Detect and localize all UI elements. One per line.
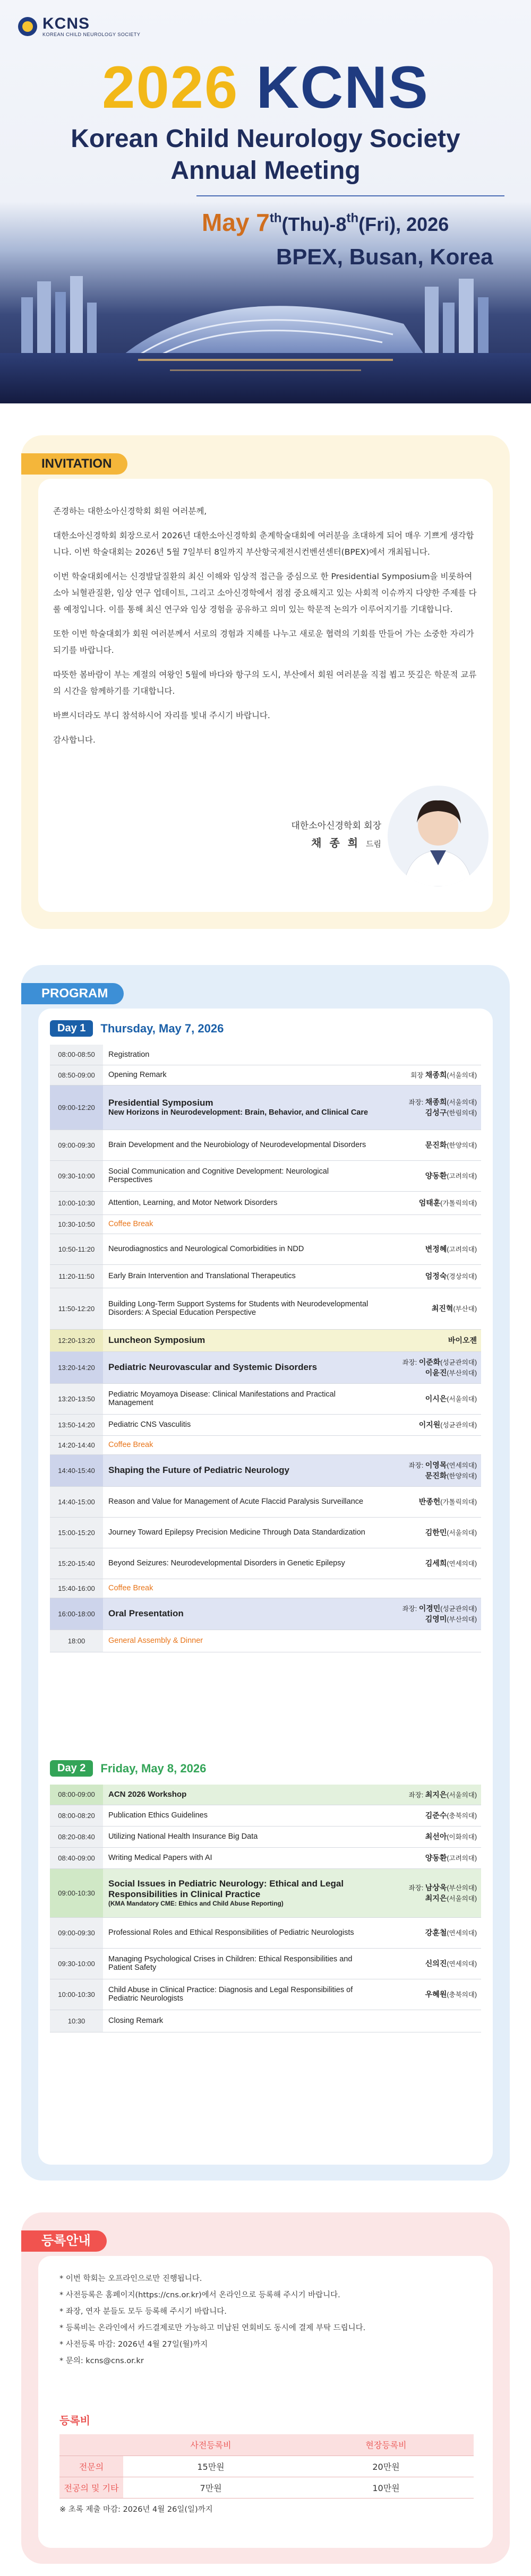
table-row: 10:30-10:50 Coffee Break	[50, 1214, 481, 1234]
hero-banner	[0, 0, 531, 403]
table-row: 09:30-10:00 Social Communication and Cognitive Development: Neurological Perspectives 양동환(고려의대)	[50, 1160, 481, 1191]
signature-name: 채 종 희	[311, 837, 361, 849]
table-row: 09:30-10:00 Managing Psychological Crises in Children: Ethical Responsibilities and Patient Safety 신의진(연세의대)	[50, 1948, 481, 1979]
registration-tag: 등록안내	[21, 2230, 107, 2252]
table-row: 14:40-15:00 Reason and Value for Management of Acute Flaccid Paralysis Surveillance 반종헌(가톨릭의대)	[50, 1486, 481, 1517]
registration-note: * 좌장, 연자 분들도 모두 등록해 주시기 바랍니다.	[59, 2307, 227, 2316]
table-row: 전공의 및 기타 7만원 10만원	[59, 2477, 474, 2498]
table-row: 13:20-13:50 Pediatric Moyamoya Disease: Clinical Manifestations and Practical Management 이시은(서울의대)	[50, 1383, 481, 1414]
table-row: 11:20-11:50 Early Brain Intervention and Translational Therapeutics 엄정숙(경상의대)	[50, 1264, 481, 1288]
invitation-paragraph: 이번 학술대회에서는 신경발달질환의 최신 이해와 임상적 접근을 중심으로 한 Presidential Symposium을 비롯하여 소아 뇌혈관질환, 임상 연구 업데이트, 그리고 소아신경학에서 점점 중요해지고 있는 사회적 이슈까지 다양한 주제를 다룰 예정입니다. 이를 통해 최신 연구와 임상 경험을 공유하고 의미 있는 학문적 논의가 이루어지기를 기대합니다.	[53, 572, 477, 614]
table-row: 08:50-09:00 Opening Remark 회장 채종희(서울의대)	[50, 1065, 481, 1085]
registration-notes	[59, 2271, 365, 2370]
table-row: 15:40-16:00 Coffee Break	[50, 1579, 481, 1598]
registration-note: * 문의: kcns@cns.or.kr	[59, 2357, 144, 2365]
table-row: 08:00-08:50 Registration	[50, 1045, 481, 1065]
table-row: 10:50-11:20 Neurodiagnostics and Neurological Comorbidities in NDD 변정혜(고려의대)	[50, 1234, 481, 1264]
logo-text: KCNS	[42, 15, 90, 32]
table-row: 09:00-09:30 Brain Development and the Neurobiology of Neurodevelopmental Disorders 문진화(한양의대)	[50, 1130, 481, 1160]
registration-note: * 이번 학회는 오프라인으로만 진행됩니다.	[59, 2275, 202, 2283]
invitation-paragraph: 감사합니다.	[53, 735, 96, 745]
table-row: 09:00-10:30 Social Issues in Pediatric Neurology: Ethical and Legal Responsibilities in Clinical Practice (KMA Mandatory CME: Ethics and Child Abuse Reporting) 좌장: 남상욱(부산의대) 최지은(서울의대)	[50, 1868, 481, 1917]
table-row: 09:00-09:30 Professional Roles and Ethical Responsibilities of Pediatric Neurologists 강훈철(연세의대)	[50, 1917, 481, 1948]
table-row: 14:20-14:40 Coffee Break	[50, 1435, 481, 1454]
table-row: 15:20-15:40 Beyond Seizures: Neurodevelopmental Disorders in Genetic Epilepsy 김세희(연세의대)	[50, 1548, 481, 1579]
table-row: 13:50-14:20 Pediatric CNS Vasculitis 이지원(성균관의대)	[50, 1414, 481, 1435]
hero-subtitle-line2: Annual Meeting	[170, 157, 361, 185]
invitation-section	[21, 435, 510, 929]
invitation-tag: INVITATION	[21, 453, 127, 475]
hero-subtitle	[0, 123, 531, 187]
invitation-body	[53, 503, 478, 756]
registration-section	[21, 2212, 510, 2564]
fee-header-pre: 사전등록비	[123, 2434, 298, 2456]
table-row: 16:00-18:00 Oral Presentation 좌장: 이경민(성균관의대) 김영미(부산의대)	[50, 1598, 481, 1630]
hero-year: 2026	[102, 54, 239, 120]
invitation-greeting: 존경하는 대한소아신경학회 회원 여러분께,	[53, 506, 207, 516]
day2-schedule-table	[50, 1785, 481, 2032]
table-row: 12:20-13:20 Luncheon Symposium 바이오젠	[50, 1329, 481, 1351]
invitation-paragraph: 바쁘시더라도 부디 참석하시어 자리를 빛내 주시기 바랍니다.	[53, 711, 270, 720]
fee-header-row	[59, 2434, 474, 2456]
signature-suffix: 드림	[366, 839, 381, 849]
table-row: 08:00-08:20 Publication Ethics Guidelines 김준수(충북의대)	[50, 1805, 481, 1826]
invitation-paragraph: 또한 이번 학술대회가 회원 여러분께서 서로의 경험과 지혜를 나누고 새로운 협력의 기회를 만들어 가는 소중한 자리가 되기를 바랍니다.	[53, 629, 474, 655]
table-row: 14:40-15:40 Shaping the Future of Pediatric Neurology 좌장: 이영목(연세의대) 문진화(한양의대)	[50, 1454, 481, 1486]
fee-title: 등록비	[59, 2414, 90, 2427]
hero-title	[0, 53, 531, 122]
table-row: 15:00-15:20 Journey Toward Epilepsy Precision Medicine Through Data Standardization 김한민(서울의대)	[50, 1517, 481, 1548]
table-row: 전문의 15만원 20만원	[59, 2456, 474, 2477]
table-row: 10:00-10:30 Attention, Learning, and Motor Network Disorders 엄태훈(가톨릭의대)	[50, 1191, 481, 1214]
hero-subtitle-line1: Korean Child Neurology Society	[71, 125, 460, 153]
day1-schedule-table	[50, 1045, 481, 1652]
hero-divider	[196, 195, 504, 196]
fee-header-onsite: 현장등록비	[298, 2434, 474, 2456]
day2-header	[50, 1760, 206, 1777]
logo-subtext: KOREAN CHILD NEUROLOGY SOCIETY	[42, 32, 141, 37]
day1-title: Thursday, May 7, 2026	[100, 1021, 224, 1035]
table-row: 08:20-08:40 Utilizing National Health Insurance Big Data 최선아(이화의대)	[50, 1826, 481, 1847]
fee-table	[59, 2434, 474, 2499]
registration-note: * 등록비는 온라인에서 카드결제로만 가능하고 미납된 연회비도 동시에 결제 부탁 드립니다.	[59, 2324, 366, 2332]
day1-badge: Day 1	[50, 1020, 93, 1037]
day1-header	[50, 1020, 224, 1037]
table-row: 10:00-10:30 Child Abuse in Clinical Practice: Diagnosis and Legal Responsibilities of Pediatric Neurologists 우혜원(충북의대)	[50, 1979, 481, 2010]
invitation-paragraph: 따뜻한 봄바람이 부는 계절의 여왕인 5월에 바다와 항구의 도시, 부산에서 회원 여러분을 직접 뵙고 뜻깊은 학문적 교류의 시간을 함께하기를 기대합니다.	[53, 670, 477, 696]
table-row: 10:30 Closing Remark	[50, 2010, 481, 2032]
hero-venue: BPEX, Busan, Korea	[276, 244, 493, 269]
president-portrait	[388, 786, 489, 886]
day2-badge: Day 2	[50, 1760, 93, 1777]
invitation-paragraph: 대한소아신경학회 회장으로서 2026년 대한소아신경학회 춘계학술대회에 여러분을 초대하게 되어 매우 기쁘게 생각합니다. 이번 학술대회는 2026년 5월 7일부터 8일까지 부산항국제전시컨벤션센터(BPEX)에서 개최됩니다.	[53, 531, 474, 557]
table-row: 11:50-12:20 Building Long-Term Support Systems for Students with Neurodevelopmental Disorders: A Special Education Perspective 최진혁(부산대)	[50, 1288, 481, 1329]
table-row: 18:00 General Assembly & Dinner	[50, 1630, 481, 1652]
signature-org: 대한소아신경학회 회장	[291, 821, 381, 831]
fee-note: ※ 초록 제출 마감: 2026년 4월 26일(일)까지	[59, 2505, 213, 2514]
kcns-logo	[18, 16, 140, 37]
kcns-logo-mark-icon	[18, 17, 37, 36]
program-tag: PROGRAM	[21, 983, 124, 1004]
hero-date: May 7th(Thu)-8th(Fri), 2026	[202, 209, 449, 236]
table-row: 09:00-12:20 Presidential Symposium New Horizons in Neurodevelopment: Brain, Behavior, and Clinical Care 좌장: 채종희(서울의대) 김성구(한림의대)	[50, 1085, 481, 1130]
day2-title: Friday, May 8, 2026	[100, 1761, 207, 1775]
busan-cityscape-illustration	[0, 265, 531, 403]
hero-org: KCNS	[256, 54, 429, 120]
invitation-signature	[243, 817, 381, 852]
program-section	[21, 965, 510, 2181]
table-row: 13:20-14:20 Pediatric Neurovascular and Systemic Disorders 좌장: 이준화(성균관의대) 이윤진(부산의대)	[50, 1351, 481, 1383]
table-row: 08:00-09:00 ACN 2026 Workshop 좌장: 최지은(서울의대)	[50, 1785, 481, 1805]
registration-note: * 사전등록 마감: 2026년 4월 27일(월)까지	[59, 2340, 208, 2349]
registration-note: * 사전등록은 홈페이지(https://cns.or.kr)에서 온라인으로 등록해 주시기 바랍니다.	[59, 2291, 340, 2299]
table-row: 08:40-09:00 Writing Medical Papers with AI 양동환(고려의대)	[50, 1847, 481, 1868]
